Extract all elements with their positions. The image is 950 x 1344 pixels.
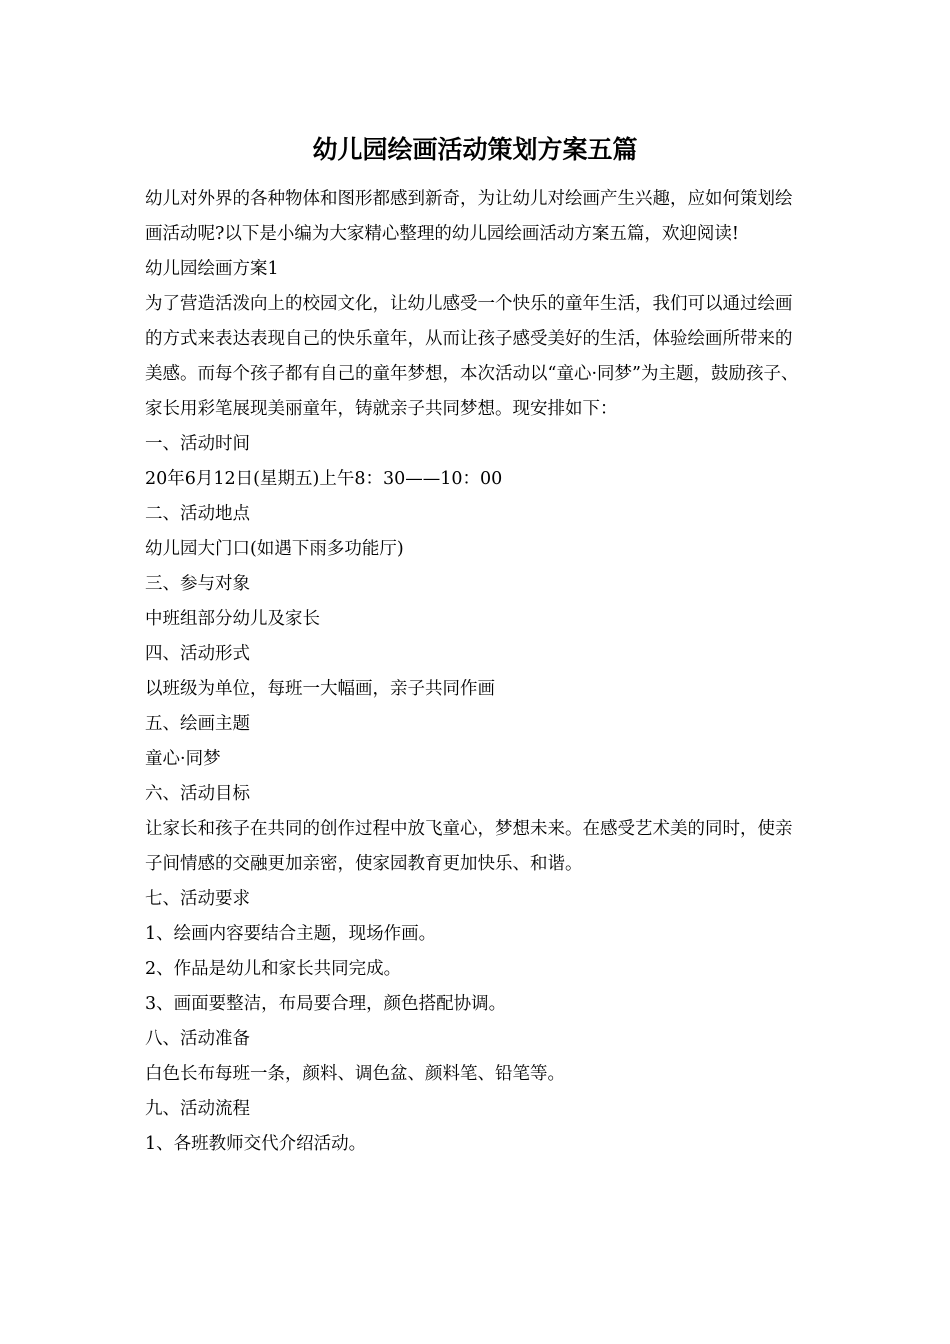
- intro-paragraph: 幼儿对外界的各种物体和图形都感到新奇，为让幼儿对绘画产生兴趣，应如何策划绘画活动呢?以下是小编为大家精心整理的幼儿园绘画活动方案五篇，欢迎阅读!: [145, 189, 793, 244]
- section-text: 幼儿园大门口(如遇下雨多功能厅): [145, 539, 404, 559]
- section-heading: 四、活动形式: [145, 644, 250, 664]
- section-heading: 三、参与对象: [145, 574, 250, 594]
- section-heading: 七、活动要求: [145, 889, 250, 909]
- document-body: [145, 182, 809, 1162]
- plan-heading: 幼儿园绘画方案1: [145, 259, 279, 279]
- section-text: 童心·同梦: [145, 749, 221, 769]
- plan-intro-paragraph: 为了营造活泼向上的校园文化，让幼儿感受一个快乐的童年生活，我们可以通过绘画的方式来表达表现自己的快乐童年，从而让孩子感受美好的生活，体验绘画所带来的美感。而每个孩子都有自己的童年梦想，本次活动以“童心·同梦”为主题，鼓励孩子、家长用彩笔展现美丽童年，铸就亲子共同梦想。现安排如下：: [145, 294, 799, 419]
- section-heading: 六、活动目标: [145, 784, 250, 804]
- section-heading: 八、活动准备: [145, 1029, 250, 1049]
- section-text: 中班组部分幼儿及家长: [145, 609, 320, 629]
- section-heading: 一、活动时间: [145, 434, 250, 454]
- section-heading: 九、活动流程: [145, 1099, 250, 1119]
- section-text: 2、作品是幼儿和家长共同完成。: [145, 959, 402, 979]
- section-text: 1、各班教师交代介绍活动。: [145, 1134, 367, 1154]
- section-text: 以班级为单位，每班一大幅画，亲子共同作画: [145, 679, 495, 699]
- section-heading: 五、绘画主题: [145, 714, 250, 734]
- section-heading: 二、活动地点: [145, 504, 250, 524]
- section-text: 让家长和孩子在共同的创作过程中放飞童心，梦想未来。在感受艺术美的同时，使亲子间情感的交融更加亲密，使家园教育更加快乐、和谐。: [145, 819, 793, 874]
- document-title: 幼儿园绘画活动策划方案五篇: [312, 135, 638, 164]
- section-text: 20年6月12日(星期五)上午8：30——10：00: [145, 469, 503, 489]
- section-text: 3、画面要整洁，布局要合理，颜色搭配协调。: [145, 994, 507, 1014]
- section-text: 1、绘画内容要结合主题，现场作画。: [145, 924, 437, 944]
- section-text: 白色长布每班一条，颜料、调色盆、颜料笔、铅笔等。: [145, 1064, 565, 1084]
